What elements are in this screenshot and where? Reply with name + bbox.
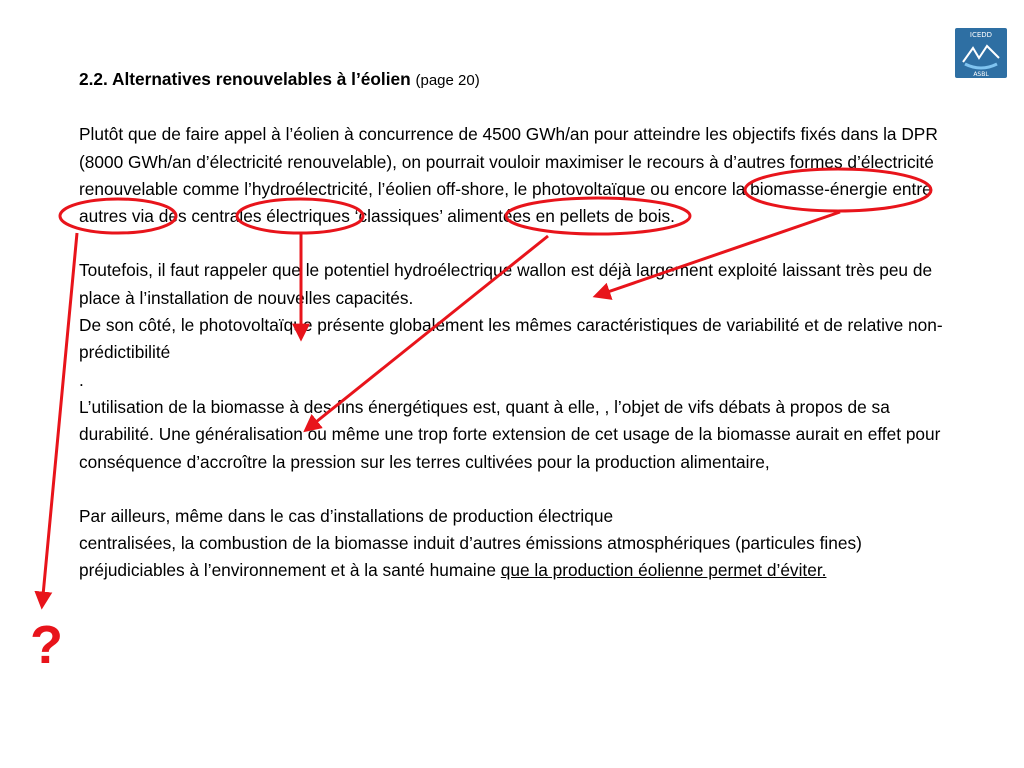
paragraph-photovoltaic: De son côté, le photovoltaïque présente globalement les mêmes caractéristiques de variabilité et de relative non-prédictibilité	[79, 315, 943, 363]
circle-hydro	[745, 169, 931, 211]
arrow-hydro	[596, 212, 840, 296]
logo-text-top: ICEDD	[969, 31, 993, 39]
paragraph-emissions-text: centralisées, la combustion de la biomasse induit d’autres émissions atmosphériques (particules fines) préjudiciables à l’environnement et à la santé humaine	[79, 533, 862, 581]
question-mark: ?	[30, 615, 63, 675]
paragraph-biomass: L’utilisation de la biomasse à des fins énergétiques est, quant à elle, , l’objet de vifs débats à propos de sa durabilité. Une généralisation ou même une trop forte extension de cet usage de la biomasse aurait en effet pour conséquence d’accroître la pression sur les terres cultivées pour la production alimentaire,	[79, 396, 941, 472]
paragraph-intro: Plutôt que de faire appel à l’éolien à concurrence de 4500 GWh/an pour atteindre les objectifs fixés dans la DPR (8000 GWh/an d’électricité renouvelable), on pourrait vouloir maximiser le recours à d’autres formes d’électricité renouvelable comme l’hydroélectricité, l’éolien off-shore, le photovoltaïque ou encore la biomasse-énergie entre autres via des centrales électriques ‘classiques’ alimentées en pellets de bois.	[79, 124, 938, 227]
arrow-offshore-question	[42, 233, 77, 606]
heading-page-ref: (page 20)	[415, 72, 480, 89]
circle-offshore	[60, 199, 176, 233]
paragraph-dot: .	[79, 369, 84, 390]
circle-photovoltaic	[237, 199, 363, 233]
arrow-biomass	[306, 236, 548, 430]
logo-text-bottom: ASBL	[973, 71, 989, 78]
paragraph-emissions-line1: Par ailleurs, même dans le cas d’installations de production électrique	[79, 505, 614, 526]
heading-title: 2.2. Alternatives renouvelables à l’éolien	[79, 69, 411, 89]
paragraph-hydro: Toutefois, il faut rappeler que le potentiel hydroélectrique wallon est déjà largement exploité laissant très peu de place à l’installation de nouvelles capacités.	[79, 260, 933, 308]
circle-biomass	[506, 198, 690, 234]
underlined-conclusion: que la production éolienne permet d’éviter.	[500, 560, 827, 581]
